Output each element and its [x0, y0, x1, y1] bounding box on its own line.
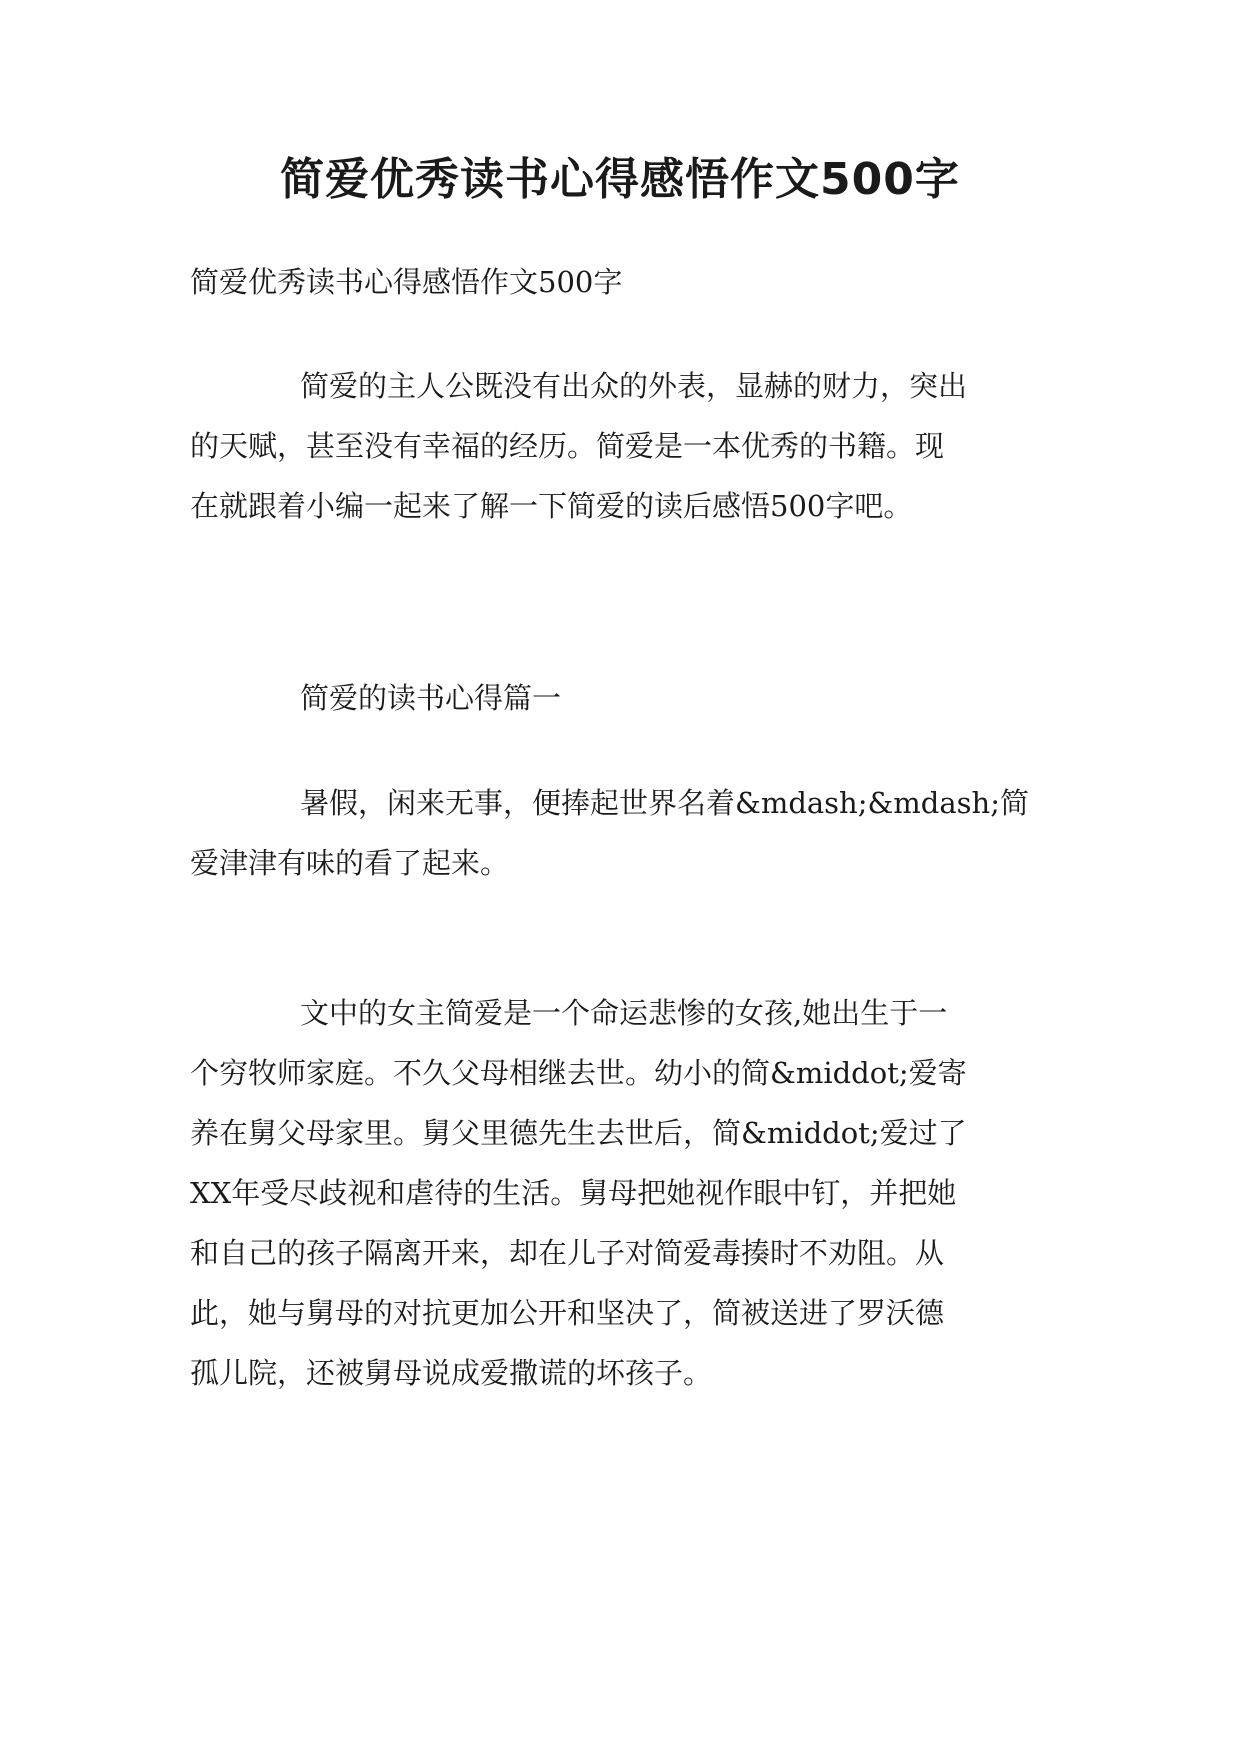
paragraph-line: 爱津津有味的看了起来。 — [190, 846, 510, 880]
section-heading-text: 简爱的读书心得篇一 — [300, 681, 562, 715]
paragraph-line: 孤儿院，还被舅母说成爱撒谎的坏孩子。 — [190, 1356, 713, 1390]
intro-line: 简爱的主人公既没有出众的外表，显赫的财力，突出 — [300, 369, 968, 403]
document-subtitle: 简爱优秀读书心得感悟作文500字 — [190, 265, 623, 299]
paragraph-line: 暑假，闲来无事，便捧起世界名着&mdash;&mdash;简 — [300, 786, 1029, 820]
document-title: 简爱优秀读书心得感悟作文500字 — [280, 154, 960, 205]
paragraph-line: 文中的女主简爱是一个命运悲惨的女孩,她出生于一 — [300, 996, 948, 1030]
paragraph-line: 养在舅父母家里。舅父里德先生去世后，简&middot;爱过了 — [190, 1116, 967, 1150]
section-heading — [190, 668, 1050, 728]
paragraph-line: 个穷牧师家庭。不久父母相继去世。幼小的简&middot;爱寄 — [190, 1056, 967, 1090]
paragraph-line: XX年受尽歧视和虐待的生活。舅母把她视作眼中钉，并把她 — [190, 1176, 957, 1210]
paragraph-summer — [190, 773, 1050, 893]
intro-paragraph — [190, 356, 1050, 536]
intro-line: 在就跟着小编一起来了解一下简爱的读后感悟500字吧。 — [190, 489, 913, 523]
intro-line: 的天赋，甚至没有幸福的经历。简爱是一本优秀的书籍。现 — [190, 429, 945, 463]
paragraph-line: 和自己的孩子隔离开来，却在儿子对简爱毒揍时不劝阻。从 — [190, 1236, 945, 1270]
paragraph-line: 此，她与舅母的对抗更加公开和坚决了，简被送进了罗沃德 — [190, 1296, 945, 1330]
paragraph-story — [190, 983, 1050, 1403]
